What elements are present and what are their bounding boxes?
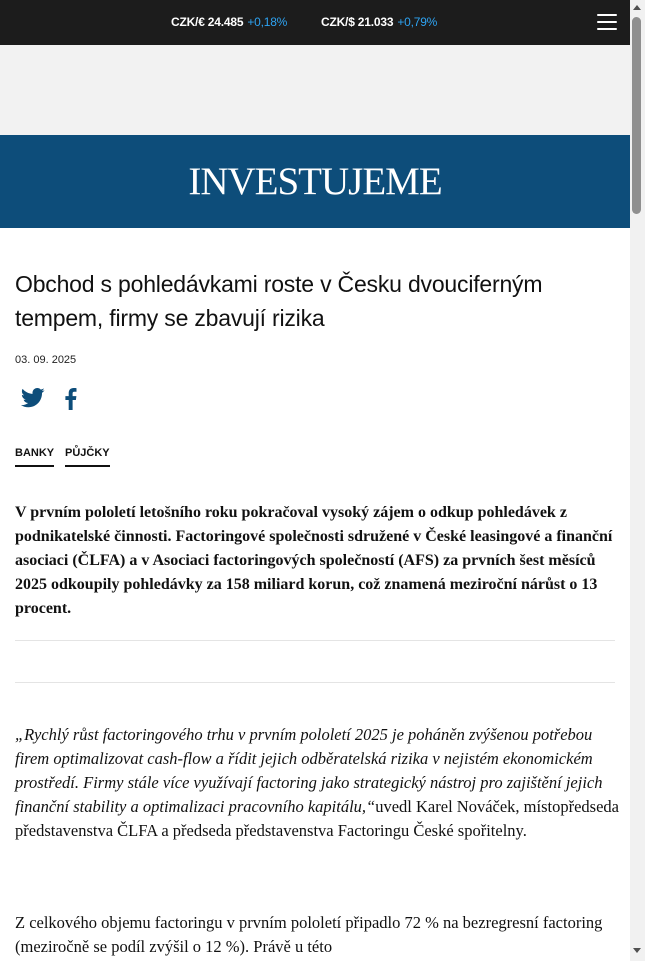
twitter-icon[interactable] bbox=[21, 388, 45, 410]
vertical-scrollbar[interactable] bbox=[630, 0, 645, 961]
site-logo[interactable]: INVESTUJEME bbox=[188, 160, 442, 203]
ticker-usd-value: CZK/$ 21.033 bbox=[321, 15, 394, 29]
scroll-down-arrow-icon[interactable] bbox=[633, 948, 641, 953]
article-lead: V prvním pololetí letošního roku pokračoval vysoký zájem o odkup pohledávek z podnikatelské činnosti. Factoringové společnosti sdružené v České leasingové a finanční asociaci (ČLFA) a v Asociaci factoringových společností (AFS) za prvních šest měsíců 2025 odkoupily pohledávky za 158 miliard korun, což znamená meziroční nárůst o 13 procent. bbox=[15, 504, 613, 617]
ticker-usd[interactable] bbox=[321, 15, 437, 29]
scroll-up-arrow-icon[interactable] bbox=[633, 5, 641, 10]
divider bbox=[15, 640, 615, 641]
ticker-usd-change: +0,79% bbox=[397, 15, 438, 29]
tag-banky[interactable]: BANKY bbox=[15, 447, 54, 467]
article-quote bbox=[15, 723, 620, 843]
hamburger-menu-icon[interactable] bbox=[597, 14, 617, 31]
site-header bbox=[0, 135, 630, 228]
quote-text: „Rychlý růst factoringového trhu v prvním pololetí 2025 je poháněn zvýšenou potřebou firem optimalizovat cash-flow a řídit jejich odběratelská rizika v nejistém ekonomickém prostředí. Firmy stále více využívají factoring jako strategický nástroj pro zajištění jejich finanční stability a optimalizaci pracovního kapitálu,“ bbox=[15, 725, 603, 816]
ad-banner-placeholder bbox=[0, 45, 630, 135]
ticker-eur-change: +0,18% bbox=[247, 15, 288, 29]
ticker-bar bbox=[0, 0, 630, 45]
ticker-eur[interactable] bbox=[171, 15, 287, 29]
facebook-icon[interactable] bbox=[59, 388, 83, 410]
ticker-eur-value: CZK/€ 24.485 bbox=[171, 15, 244, 29]
article-paragraph: Z celkového objemu factoringu v prvním pololetí připadlo 72 % na bezregresní factoring (meziročně se podíl zvýšil o 12 %). Právě u této bbox=[15, 913, 603, 956]
tag-pujcky[interactable]: PŮJČKY bbox=[65, 447, 110, 467]
divider bbox=[15, 682, 615, 683]
article-title: Obchod s pohledávkami roste v Česku dvouciferným tempem, firmy se zbavují rizika bbox=[15, 271, 543, 331]
scrollbar-thumb[interactable] bbox=[632, 17, 641, 214]
quote-attribution: uvedl Karel Nováček, místopředseda představenstva ČLFA a předseda představenstva Factoringu České spořitelny. bbox=[15, 797, 619, 840]
article-date: 03. 09. 2025 bbox=[15, 354, 77, 366]
